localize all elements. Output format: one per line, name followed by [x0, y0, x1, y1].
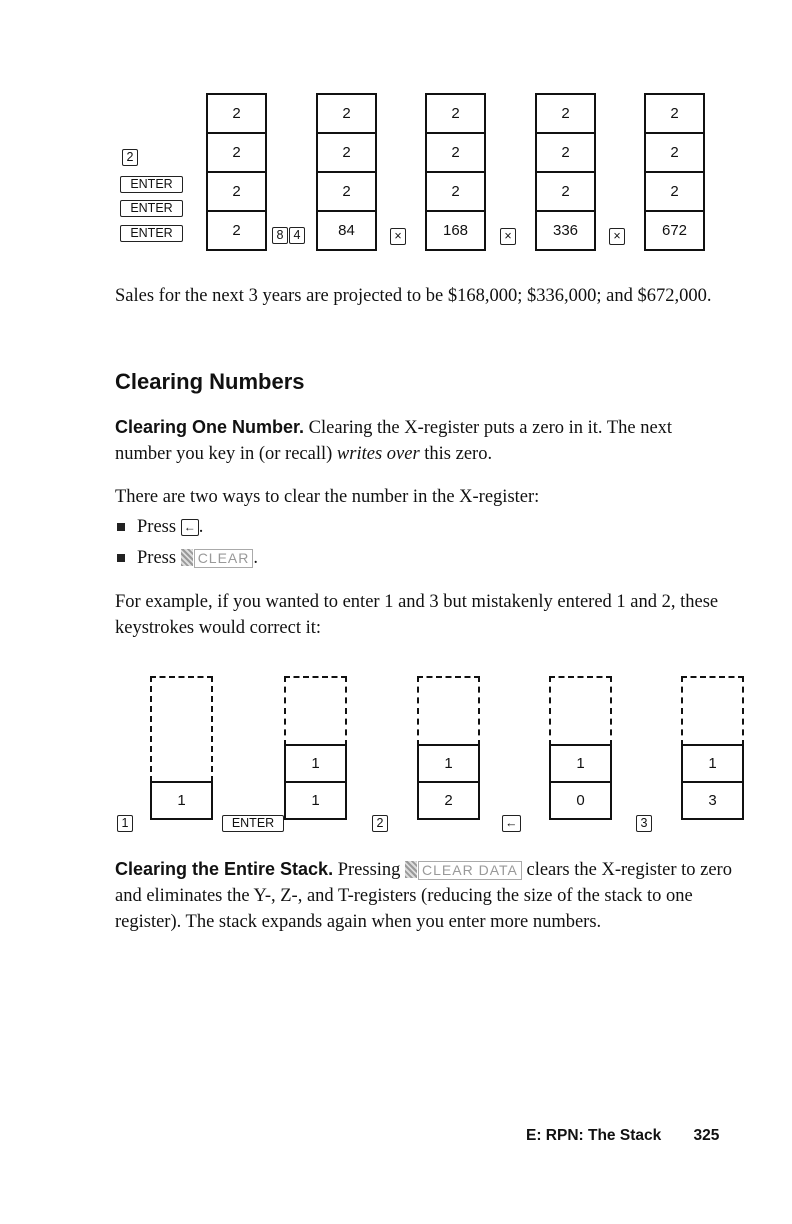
stack-register: [425, 93, 486, 251]
bullet-icon: [117, 554, 125, 562]
stack-register: [316, 93, 377, 251]
period: .: [253, 548, 258, 568]
shift-key-icon: [405, 861, 417, 878]
bullet-text: Press: [137, 548, 177, 568]
bullet-item: [115, 514, 203, 540]
empty-register-outline: [150, 676, 213, 782]
page-footer: [526, 1127, 719, 1145]
register-x: 672: [646, 210, 703, 249]
register-y: 2: [208, 171, 265, 210]
sales-paragraph: Sales for the next 3 years are projected to be $168,000; $336,000; and $672,000.: [115, 286, 712, 306]
key-8: 8: [272, 227, 288, 244]
register-x: 84: [318, 210, 375, 249]
section-heading: Clearing Numbers: [115, 369, 305, 394]
shift-key-icon: [181, 549, 193, 566]
key-4: 4: [289, 227, 305, 244]
key-multiply: ×: [609, 228, 625, 245]
register-z: 2: [318, 132, 375, 171]
register-y: 2: [537, 171, 594, 210]
stack-register: [284, 744, 347, 820]
bullet-icon: [117, 523, 125, 531]
register-x: 2: [419, 781, 478, 818]
empty-register-outline: [417, 676, 480, 746]
period: .: [198, 517, 204, 537]
key-1: 1: [117, 815, 133, 832]
register-t: 2: [451, 105, 460, 122]
register-x: 336: [537, 210, 594, 249]
stack-register: [150, 781, 213, 820]
key-2: 2: [122, 149, 138, 166]
register-y: 1: [576, 755, 585, 772]
runin-heading: Clearing One Number.: [115, 417, 305, 437]
register-z: 2: [646, 132, 703, 171]
paragraph-text: Clearing the X-register puts a zero in it. The next number you key in (or recall): [115, 418, 673, 464]
key-group-84: [272, 226, 306, 244]
register-y: 1: [444, 755, 453, 772]
key-multiply: ×: [390, 228, 406, 245]
clearing-stack-paragraph: [115, 856, 740, 935]
stack-register: [681, 744, 744, 820]
paragraph-text: this zero.: [419, 444, 493, 464]
register-x: 1: [177, 792, 186, 809]
stack-register: [549, 744, 612, 820]
stack-register: [644, 93, 705, 251]
paragraph-text: Pressing: [333, 860, 406, 880]
register-z: 2: [537, 132, 594, 171]
register-t: 2: [232, 105, 241, 122]
register-x: 3: [683, 781, 742, 818]
empty-register-outline: [681, 676, 744, 746]
register-x: 0: [551, 781, 610, 818]
clear-data-menu-key: CLEAR DATA: [418, 861, 522, 880]
backspace-key-icon: ←: [181, 519, 199, 536]
key-3: 3: [636, 815, 652, 832]
empty-register-outline: [284, 676, 347, 746]
key-enter: ENTER: [120, 200, 183, 217]
example-paragraph: For example, if you wanted to enter 1 and 3 but mistakenly entered 1 and 2, these keystrokes would correct it:: [115, 592, 719, 638]
key-enter: ENTER: [222, 815, 284, 832]
register-y: 1: [708, 755, 717, 772]
register-x: 168: [427, 210, 484, 249]
register-x: 1: [286, 781, 345, 818]
emphasis-text: writes over: [336, 444, 420, 464]
register-y: 2: [427, 171, 484, 210]
register-y: 2: [318, 171, 375, 210]
register-z: 2: [427, 132, 484, 171]
key-multiply: ×: [500, 228, 516, 245]
footer-section-title: E: RPN: The Stack: [526, 1127, 662, 1144]
empty-register-outline: [549, 676, 612, 746]
page-number: 325: [693, 1127, 720, 1144]
stack-register: [206, 93, 267, 251]
register-t: 2: [670, 105, 679, 122]
paragraph-text: clears the X-register to zero and eliminates the Y-, Z-, and T-registers (reducing the size of the stack to one register). The stack expands again when you enter more numbers.: [115, 860, 732, 932]
register-y: 1: [311, 755, 320, 772]
stack-register: [535, 93, 596, 251]
register-y: 2: [646, 171, 703, 210]
backspace-key-icon: ←: [502, 815, 521, 832]
key-2: 2: [372, 815, 388, 832]
key-enter: ENTER: [120, 225, 183, 242]
stack-register: [417, 744, 480, 820]
bullet-item: [115, 545, 258, 571]
register-t: 2: [342, 105, 351, 122]
register-t: 2: [561, 105, 570, 122]
register-z: 2: [208, 132, 265, 171]
runin-heading: Clearing the Entire Stack.: [115, 859, 334, 879]
register-x: 2: [208, 210, 265, 249]
ways-paragraph: There are two ways to clear the number in the X-register:: [115, 487, 540, 507]
clear-menu-key: CLEAR: [194, 549, 254, 568]
key-enter: ENTER: [120, 176, 183, 193]
bullet-text: Press: [137, 517, 177, 537]
clearing-one-number-paragraph: [115, 414, 730, 467]
